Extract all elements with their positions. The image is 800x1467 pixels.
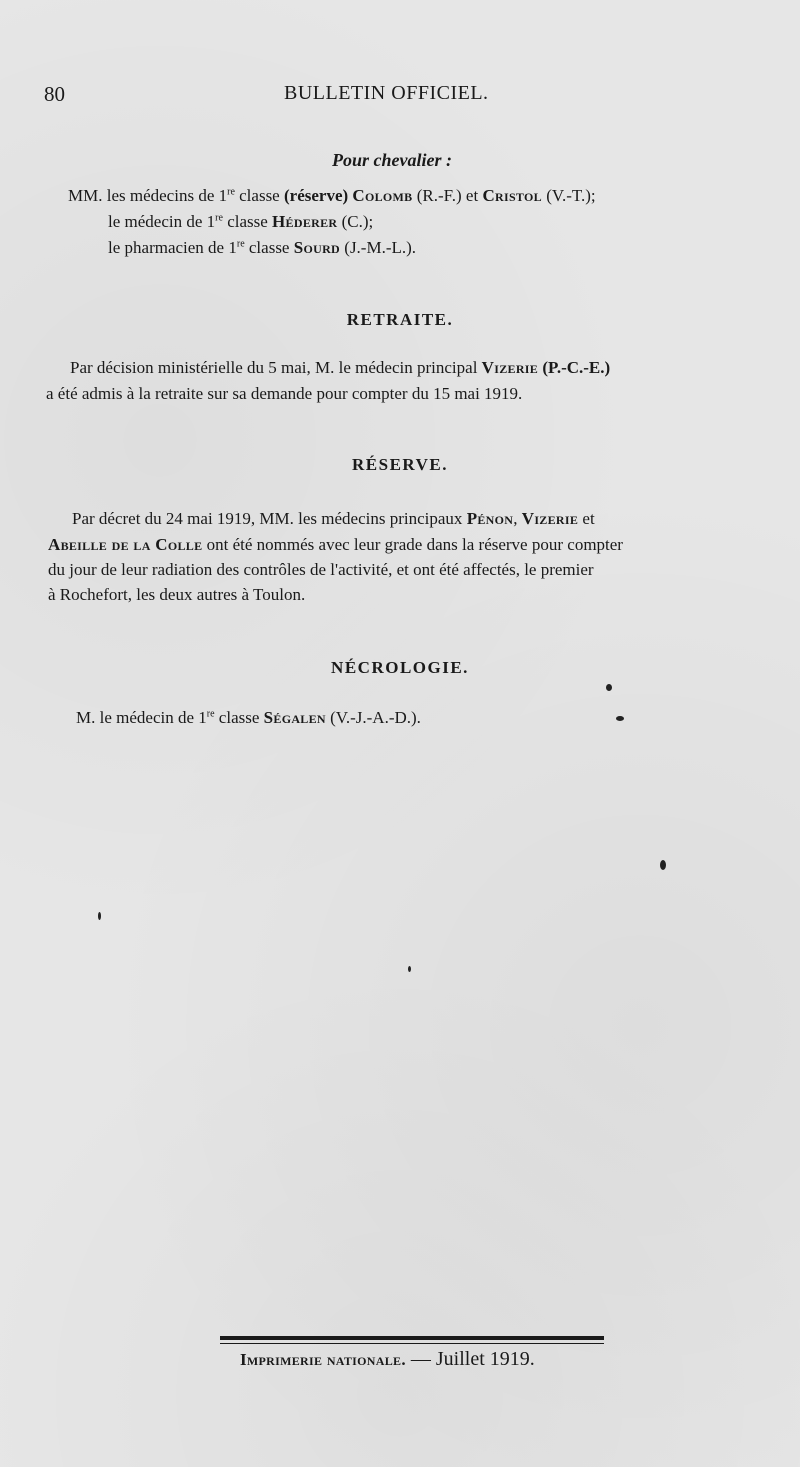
name-hederer: Héderer xyxy=(272,212,338,231)
reserve-line-1: Par décret du 24 mai 1919, MM. les médecins principaux Pénon, Vizerie et xyxy=(72,509,595,528)
necrologie-line-1: M. le médecin de 1re classe Ségalen (V.-J.-A.-D.). xyxy=(76,708,421,727)
page-header xyxy=(44,82,744,112)
reserve-line-2: Abeille de la Colle ont été nommés avec leur grade dans la réserve pour compter xyxy=(48,535,623,554)
imprint-line: Imprimerie nationale. — Juillet 1919. xyxy=(240,1348,535,1370)
footer-rule xyxy=(220,1336,604,1340)
reserve-line-3: du jour de leur radiation des contrôles de l'activité, et ont été affectés, le premier xyxy=(48,560,594,579)
running-head: BULLETIN OFFICIEL. xyxy=(284,82,489,104)
retraite-line-2: a été admis à la retraite sur sa demande pour compter du 15 mai 1919. xyxy=(46,384,523,403)
ink-speck xyxy=(98,912,101,920)
name-penon: Pénon xyxy=(466,509,514,528)
ink-speck xyxy=(660,860,666,870)
name-segalen: Ségalen xyxy=(263,708,326,727)
retraite-line-1: Par décision ministérielle du 5 mai, M. le médecin principal Vizerie (P.-C.-E.) xyxy=(70,358,611,377)
chevalier-line-2: le médecin de 1re classe Héderer (C.); xyxy=(108,212,374,231)
chevalier-line-3: le pharmacien de 1re classe Sourd (J.-M.-L.). xyxy=(108,238,417,257)
chevalier-line-1: MM. les médecins de 1re classe (réserve) Colomb (R.-F.) et Cristol (V.-T.); xyxy=(68,186,596,205)
ink-speck xyxy=(408,966,411,972)
printer-name: Imprimerie nationale. xyxy=(240,1350,406,1369)
name-abeille-de-la-colle: Abeille de la Colle xyxy=(48,535,203,554)
print-date: Juillet 1919. xyxy=(435,1348,535,1370)
name-vizerie-2: Vizerie xyxy=(521,509,579,528)
footer-rule-thin xyxy=(220,1343,604,1344)
name-sourd: Sourd xyxy=(293,238,341,257)
retraite-heading: RETRAITE. xyxy=(346,310,454,329)
reserve-heading: RÉSERVE. xyxy=(352,455,448,474)
name-cristol: Cristol xyxy=(482,186,542,205)
reserve-line-4: à Rochefort, les deux autres à Toulon. xyxy=(48,585,306,604)
necrologie-heading: NÉCROLOGIE. xyxy=(331,658,469,677)
ink-speck xyxy=(616,716,624,721)
chevalier-heading: Pour chevalier : xyxy=(332,150,452,170)
name-vizerie: Vizerie xyxy=(481,358,539,377)
ink-speck xyxy=(606,684,612,691)
page-number: 80 xyxy=(44,82,65,106)
name-colomb: Colomb xyxy=(352,186,413,205)
